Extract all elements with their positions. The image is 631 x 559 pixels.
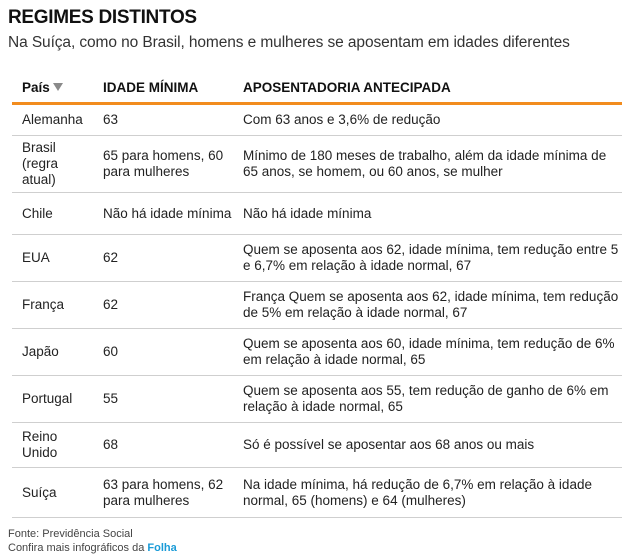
cell-idade-minima: 62 bbox=[95, 282, 235, 329]
credit-line bbox=[8, 542, 177, 554]
cell-pais: Alemanha bbox=[12, 104, 95, 136]
table-row bbox=[12, 423, 622, 468]
table-row bbox=[12, 376, 622, 423]
cell-idade-minima: 63 bbox=[95, 104, 235, 136]
cell-aposentadoria-antecipada: França Quem se aposenta aos 62, idade mínima, tem redução de 5% em relação à idade normal, 67 bbox=[235, 282, 622, 329]
retirement-table bbox=[12, 72, 622, 518]
cell-pais: Chile bbox=[12, 193, 95, 235]
table-row bbox=[12, 193, 622, 235]
credit-prefix: Confira mais infográficos da bbox=[8, 542, 148, 554]
column-header-label: País bbox=[22, 79, 50, 95]
cell-idade-minima: 60 bbox=[95, 329, 235, 376]
cell-pais: Japão bbox=[12, 329, 95, 376]
column-header-idade-minima: IDADE MÍNIMA bbox=[95, 72, 235, 104]
cell-idade-minima: Não há idade mínima bbox=[95, 193, 235, 235]
cell-pais: Brasil (regra atual) bbox=[12, 136, 95, 193]
table-header-row bbox=[12, 72, 622, 104]
table-row bbox=[12, 329, 622, 376]
sort-down-icon[interactable] bbox=[53, 83, 63, 91]
table-row bbox=[12, 235, 622, 282]
table-row bbox=[12, 468, 622, 518]
cell-pais: Suíça bbox=[12, 468, 95, 518]
column-header-pais[interactable] bbox=[12, 72, 95, 104]
cell-aposentadoria-antecipada: Mínimo de 180 meses de trabalho, além da idade mínima de 65 anos, se homem, ou 60 anos, se mulher bbox=[235, 136, 622, 193]
table-row bbox=[12, 136, 622, 193]
folha-link[interactable]: Folha bbox=[147, 542, 177, 554]
cell-aposentadoria-antecipada: Só é possível se aposentar aos 68 anos ou mais bbox=[235, 423, 622, 468]
cell-aposentadoria-antecipada: Não há idade mínima bbox=[235, 193, 622, 235]
cell-pais: França bbox=[12, 282, 95, 329]
table-row bbox=[12, 282, 622, 329]
cell-idade-minima: 63 para homens, 62 para mulheres bbox=[95, 468, 235, 518]
cell-aposentadoria-antecipada: Na idade mínima, há redução de 6,7% em relação à idade normal, 65 (homens) e 64 (mulheres) bbox=[235, 468, 622, 518]
cell-idade-minima: 68 bbox=[95, 423, 235, 468]
cell-idade-minima: 65 para homens, 60 para mulheres bbox=[95, 136, 235, 193]
cell-idade-minima: 55 bbox=[95, 376, 235, 423]
cell-aposentadoria-antecipada: Quem se aposenta aos 62, idade mínima, tem redução entre 5 e 6,7% em relação à idade normal, 67 bbox=[235, 235, 622, 282]
page-title: REGIMES DISTINTOS bbox=[8, 7, 197, 28]
cell-pais: Reino Unido bbox=[12, 423, 95, 468]
cell-aposentadoria-antecipada: Quem se aposenta aos 60, idade mínima, tem redução de 6% em relação à idade normal, 65 bbox=[235, 329, 622, 376]
page-subtitle: Na Suíça, como no Brasil, homens e mulheres se aposentam em idades diferentes bbox=[8, 34, 570, 51]
cell-pais: Portugal bbox=[12, 376, 95, 423]
cell-idade-minima: 62 bbox=[95, 235, 235, 282]
cell-pais: EUA bbox=[12, 235, 95, 282]
cell-aposentadoria-antecipada: Com 63 anos e 3,6% de redução bbox=[235, 104, 622, 136]
cell-aposentadoria-antecipada: Quem se aposenta aos 55, tem redução de ganho de 6% em relação à idade normal, 65 bbox=[235, 376, 622, 423]
table-row bbox=[12, 104, 622, 136]
source-note: Fonte: Previdência Social bbox=[8, 528, 133, 540]
column-header-aposentadoria-antecipada: APOSENTADORIA ANTECIPADA bbox=[235, 72, 622, 104]
